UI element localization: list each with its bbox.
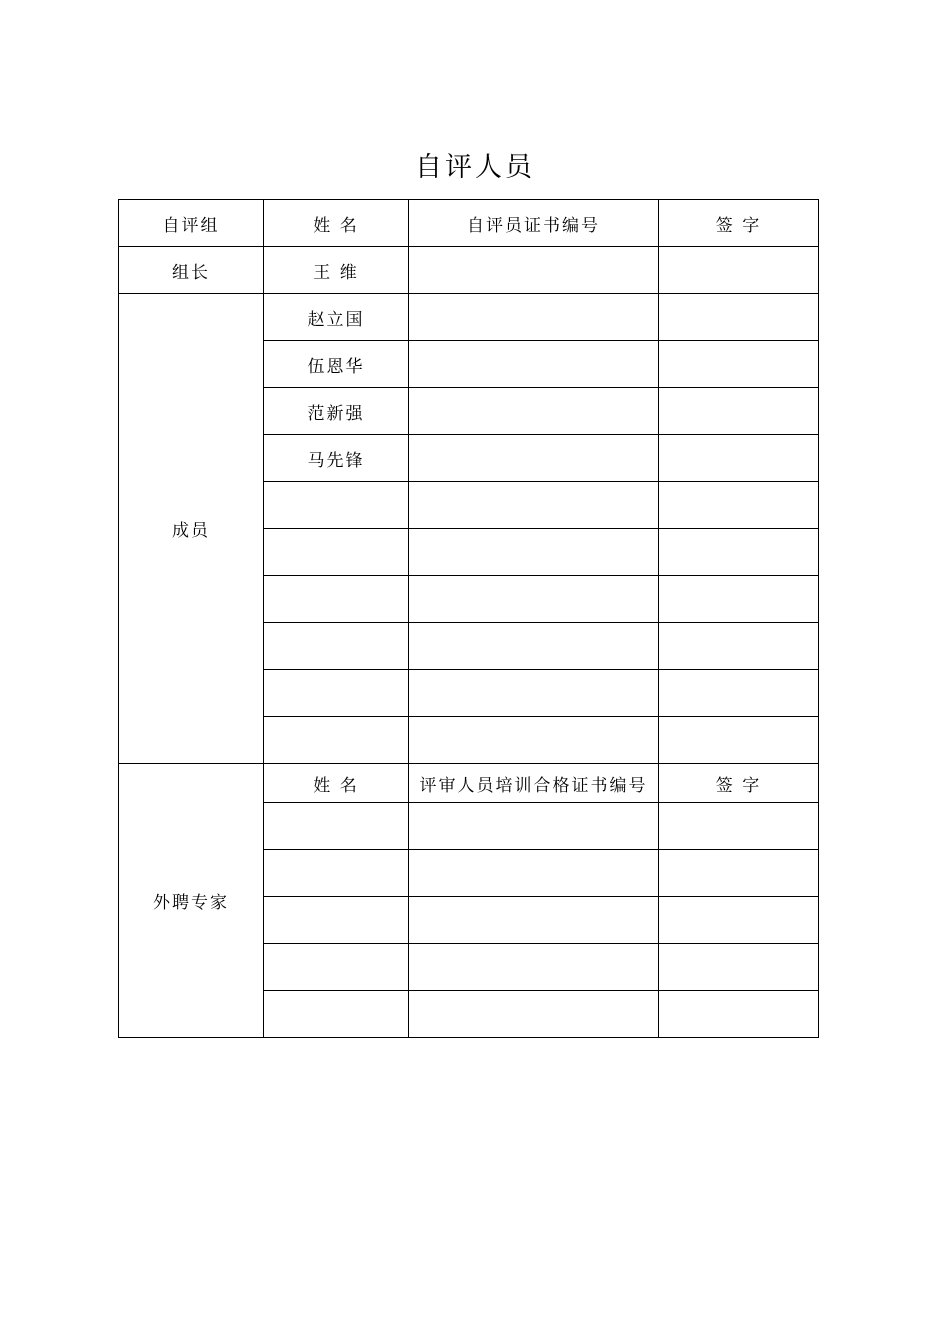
members-group-label: 成员 [119,294,264,764]
expert-name [264,803,409,850]
experts-group-label: 外聘专家 [119,764,264,1038]
leader-row [119,247,819,294]
expert-cert-cell [409,897,659,944]
member-name [264,576,409,623]
member-signature-cell [659,435,819,482]
expert-signature-cell [659,991,819,1038]
experts-header-signature: 签 字 [659,764,819,803]
header-name: 姓 名 [264,200,409,247]
member-cert-cell [409,388,659,435]
experts-header-cert-number: 评审人员培训合格证书编号 [409,764,659,803]
member-cert-cell [409,435,659,482]
leader-group-label: 组长 [119,247,264,294]
expert-name [264,850,409,897]
expert-signature-cell [659,803,819,850]
expert-cert-cell [409,803,659,850]
header-signature: 签 字 [659,200,819,247]
member-cert-cell [409,294,659,341]
member-signature-cell [659,341,819,388]
member-name: 赵立国 [264,294,409,341]
member-cert-cell [409,717,659,764]
member-name: 范新强 [264,388,409,435]
page-title: 自评人员 [415,152,535,183]
expert-name [264,897,409,944]
leader-cert-cell [409,247,659,294]
member-name [264,529,409,576]
leader-signature-cell [659,247,819,294]
member-name [264,482,409,529]
member-cert-cell [409,576,659,623]
expert-name [264,991,409,1038]
member-name [264,670,409,717]
member-cert-cell [409,482,659,529]
member-cert-cell [409,341,659,388]
member-name [264,623,409,670]
member-signature-cell [659,482,819,529]
expert-signature-cell [659,850,819,897]
member-cert-cell [409,670,659,717]
member-name: 伍恩华 [264,341,409,388]
member-signature-cell [659,717,819,764]
leader-name: 王 维 [264,247,409,294]
member-cert-cell [409,529,659,576]
member-signature-cell [659,576,819,623]
member-signature-cell [659,529,819,576]
expert-signature-cell [659,944,819,991]
member-name: 马先锋 [264,435,409,482]
header-row [119,200,819,247]
member-name [264,717,409,764]
expert-name [264,944,409,991]
expert-cert-cell [409,991,659,1038]
experts-header-row [119,764,819,803]
expert-cert-cell [409,850,659,897]
header-cert-number: 自评员证书编号 [409,200,659,247]
member-signature-cell [659,294,819,341]
member-signature-cell [659,670,819,717]
expert-signature-cell [659,897,819,944]
member-signature-cell [659,388,819,435]
member-cert-cell [409,623,659,670]
experts-header-name: 姓 名 [264,764,409,803]
header-group: 自评组 [119,200,264,247]
expert-cert-cell [409,944,659,991]
member-signature-cell [659,623,819,670]
personnel-table [118,199,819,1038]
member-row [119,294,819,341]
